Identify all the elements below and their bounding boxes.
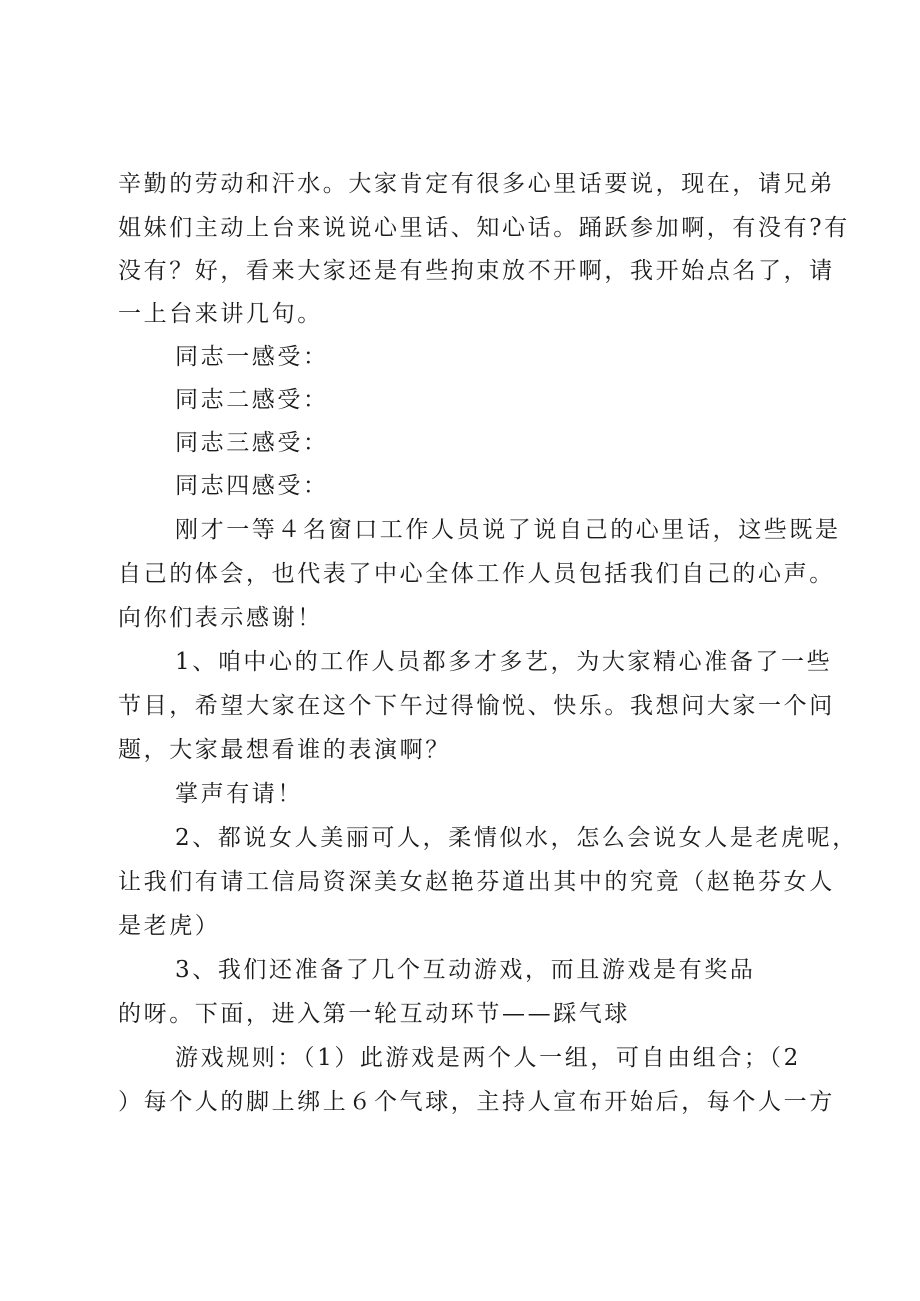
text-line: ）每个人的脚上绑上６个气球，主持人宣布开始后，每个人一方: [118, 1089, 835, 1115]
text-line: 没有？好，看来大家还是有些拘束放不开啊，我开始点名了，请: [118, 258, 835, 284]
text-line: 辛勤的劳动和汗水。大家肯定有很多心里话要说，现在，请兄弟: [118, 171, 835, 197]
text-line: 自己的体会，也代表了中心全体工作人员包括我们自己的心声。: [118, 561, 835, 587]
text-line: 的呀。下面，进入第一轮互动环节——踩气球: [118, 1001, 630, 1027]
text-line: 同志一感受：: [175, 344, 329, 370]
text-line: 节目，希望大家在这个下午过得愉悦、快乐。我想问大家一个问: [118, 693, 835, 719]
text-line: 让我们有请工信局资深美女赵艳芬道出其中的究竟（赵艳芬女人: [118, 869, 835, 895]
text-line: 向你们表示感谢！: [118, 605, 323, 631]
text-line: 3、我们还准备了几个互动游戏，而且游戏是有奖品: [175, 957, 756, 983]
text-line: 掌声有请！: [175, 781, 303, 807]
text-line: 题，大家最想看谁的表演啊？: [118, 737, 451, 763]
text-line: 刚才一等４名窗口工作人员说了说自己的心里话，这些既是: [175, 517, 841, 543]
text-line: 姐妹们主动上台来说说心里话、知心话。踊跃参加啊，有没有?有: [118, 215, 850, 241]
text-line: 同志四感受：: [175, 473, 329, 499]
text-line: 一上台来讲几句。: [118, 301, 323, 327]
text-line: 同志二感受：: [175, 387, 329, 413]
text-line: 是老虎）: [118, 913, 221, 939]
text-line: 游戏规则：（1）此游戏是两个人一组，可自由组合；（2: [175, 1045, 801, 1071]
text-line: 2、都说女人美丽可人，柔情似水，怎么会说女人是老虎呢，: [175, 825, 858, 851]
text-line: 同志三感受：: [175, 430, 329, 456]
text-line: 1、咱中心的工作人员都多才多艺，为大家精心准备了一些: [175, 649, 833, 675]
